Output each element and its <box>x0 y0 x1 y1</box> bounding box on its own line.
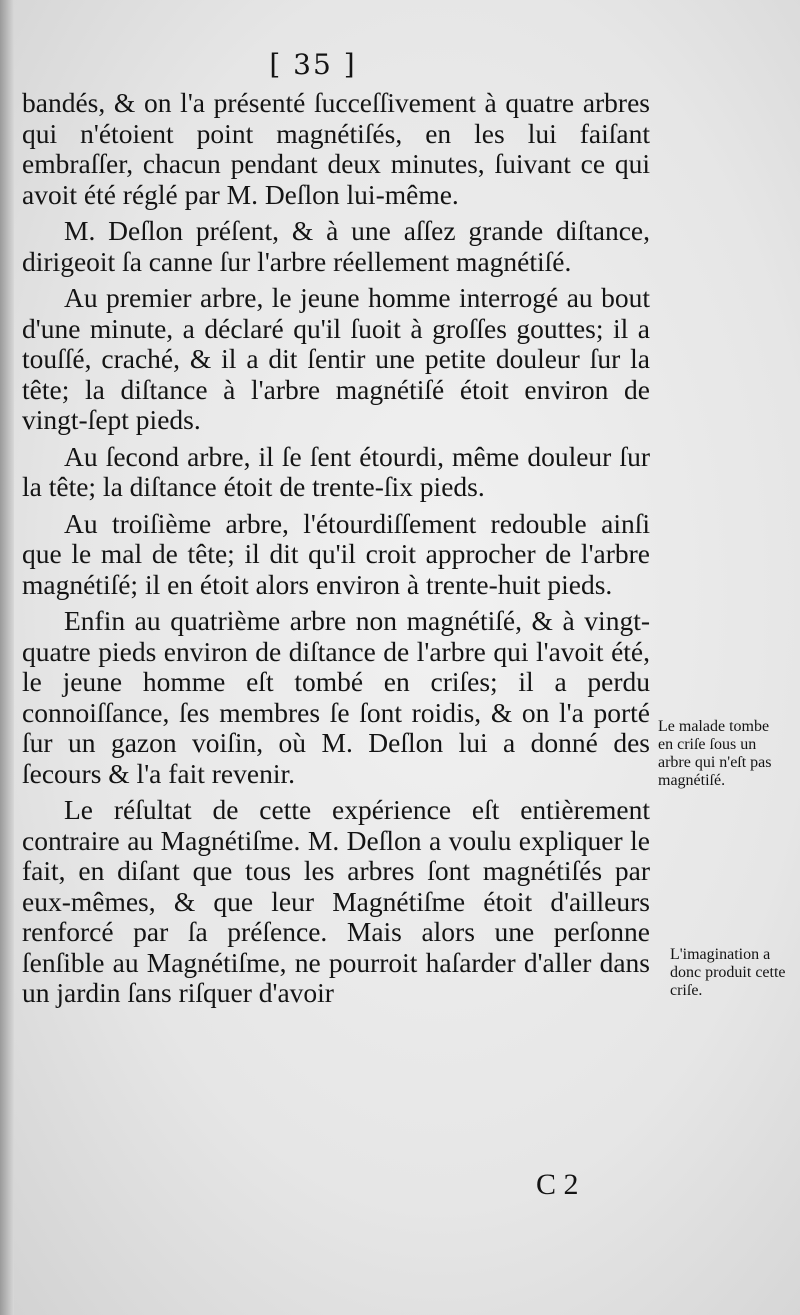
margin-note: Le malade tombe en criſe ſous un arbre qui n'eſt pas magnétiſé. <box>658 718 772 789</box>
margin-note: L'imagination a donc produit cette criſe. <box>670 946 786 999</box>
main-text <box>22 88 650 1015</box>
paragraph: Au ſecond arbre, il ſe ſent étourdi, même douleur ſur la tête; la diſtance étoit de trente-ſix pieds. <box>22 440 650 502</box>
paragraph: Au troiſième arbre, l'étourdiſſement redouble ainſi que le mal de tête; il dit qu'il croit approcher de l'arbre magnétiſé; il en étoit alors environ à trente-huit pieds. <box>22 507 650 600</box>
paragraph: Le réſultat de cette expérience eſt entièrement contraire au Magnétiſme. M. Deſlon a voulu expliquer le fait, en diſant que tous les arbres ſont magnétiſés par eux-mêmes, & que leur Magnétiſme étoit d'ailleurs renforcé par ſa préſence. Mais alors une perſonne ſenſible au Magnétiſme, ne pourroit haſarder d'aller dans un jardin ſans riſquer d'avoir <box>22 794 650 1008</box>
paragraph: Au premier arbre, le jeune homme interrogé au bout d'une minute, a déclaré qu'il ſuoit à groſſes gouttes; il a touſſé, craché, & il a dit ſentir une petite douleur ſur la tête; la diſtance à l'arbre magnétiſé étoit environ de vingt-ſept pieds. <box>22 282 650 435</box>
paragraph: bandés, & on l'a présenté ſucceſſivement à quatre arbres qui n'étoient point magnétiſés, en les lui faiſant embraſſer, chacun pendant deux minutes, ſuivant ce qui avoit été réglé par M. Deſlon lui-même. <box>22 87 650 210</box>
paragraph: M. Deſlon préſent, & à une aſſez grande diſtance, dirigeoit ſa canne ſur l'arbre réellement magnétiſé. <box>22 215 650 277</box>
page-number: [ 35 ] <box>269 48 357 81</box>
paragraph: Enfin au quatrième arbre non magnétiſé, & à vingt-quatre pieds environ de diſtance de l'arbre qui l'avoit été, le jeune homme eſt tombé en criſes; il a perdu connoiſſance, ſes membres ſe ſont roidis, & on l'a porté ſur un gazon voiſin, où M. Deſlon lui a donné des ſecours & l'a fait revenir. <box>22 605 650 789</box>
page-gutter <box>0 0 14 1315</box>
signature-mark: C 2 <box>536 1168 579 1201</box>
